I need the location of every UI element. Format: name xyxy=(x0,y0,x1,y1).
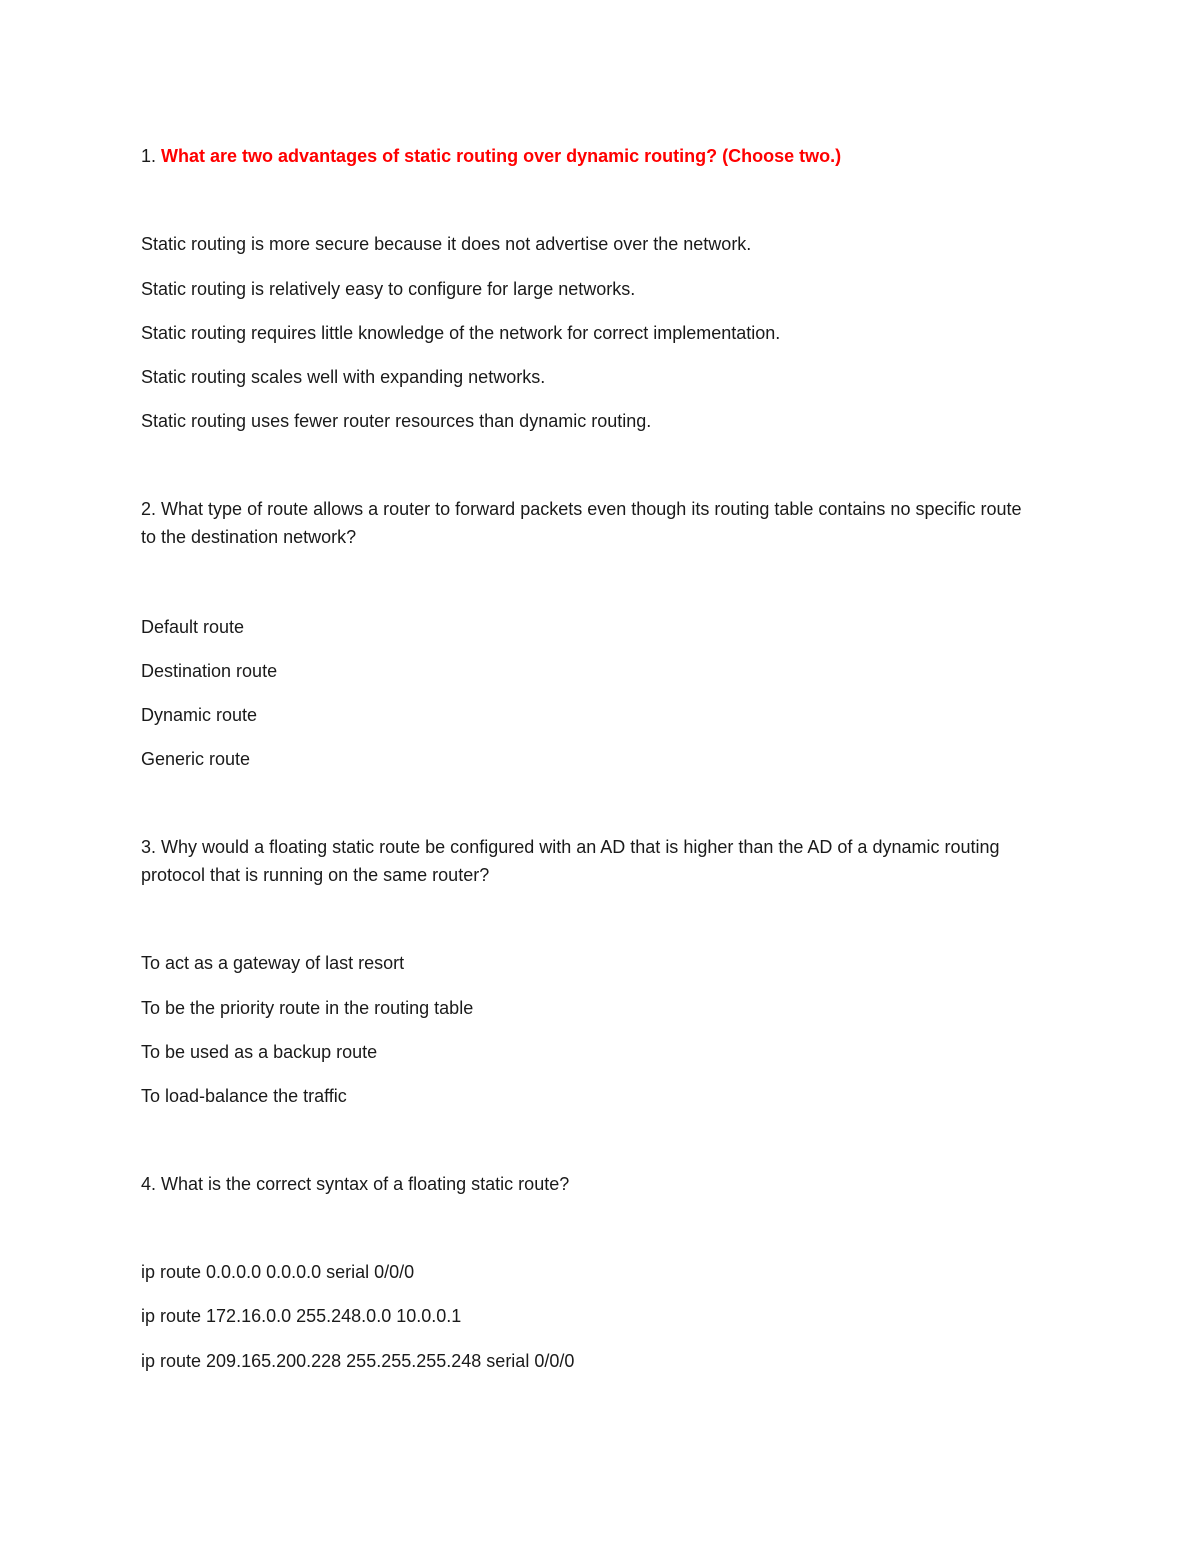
q3-option-2: To be the priority route in the routing table xyxy=(141,998,474,1018)
q4-option-1: ip route 0.0.0.0 0.0.0.0 serial 0/0/0 xyxy=(141,1262,415,1282)
q4-option-2: ip route 172.16.0.0 255.248.0.0 10.0.0.1 xyxy=(141,1306,462,1326)
q1-option-2: Static routing is relatively easy to configure for large networks. xyxy=(141,279,636,299)
question-4-number: 4. xyxy=(141,1174,157,1194)
q2-option-3: Dynamic route xyxy=(141,705,258,725)
q4-option-3: ip route 209.165.200.228 255.255.255.248 serial 0/0/0 xyxy=(141,1351,575,1371)
question-1-text: What are two advantages of static routing over dynamic routing? (Choose two.) xyxy=(161,146,842,166)
q1-option-3: Static routing requires little knowledge of the network for correct implementation. xyxy=(141,323,781,343)
question-4 xyxy=(141,1173,569,1195)
q3-option-3: To be used as a backup route xyxy=(141,1042,378,1062)
q1-option-4: Static routing scales well with expanding networks. xyxy=(141,367,546,387)
question-4-text: What is the correct syntax of a floating static route? xyxy=(161,1174,570,1194)
question-3-text: Why would a floating static route be configured with an AD that is higher than the AD of a dynamic routing protocol that is running on the same router? xyxy=(141,837,1000,885)
question-3-number: 3. xyxy=(141,837,157,857)
question-1-number: 1. xyxy=(141,146,157,166)
question-2-number: 2. xyxy=(141,499,157,519)
q3-option-4: To load-balance the traffic xyxy=(141,1086,347,1106)
question-2-text: What type of route allows a router to forward packets even though its routing table contains no specific route to the destination network? xyxy=(141,499,1022,547)
q2-option-1: Default route xyxy=(141,617,245,637)
question-2 xyxy=(141,495,1041,551)
question-1 xyxy=(141,145,841,167)
q2-option-4: Generic route xyxy=(141,749,251,769)
q2-option-2: Destination route xyxy=(141,661,278,681)
question-3 xyxy=(141,833,1041,889)
q1-option-5: Static routing uses fewer router resources than dynamic routing. xyxy=(141,411,652,431)
q3-option-1: To act as a gateway of last resort xyxy=(141,953,405,973)
q1-option-1: Static routing is more secure because it does not advertise over the network. xyxy=(141,234,752,254)
